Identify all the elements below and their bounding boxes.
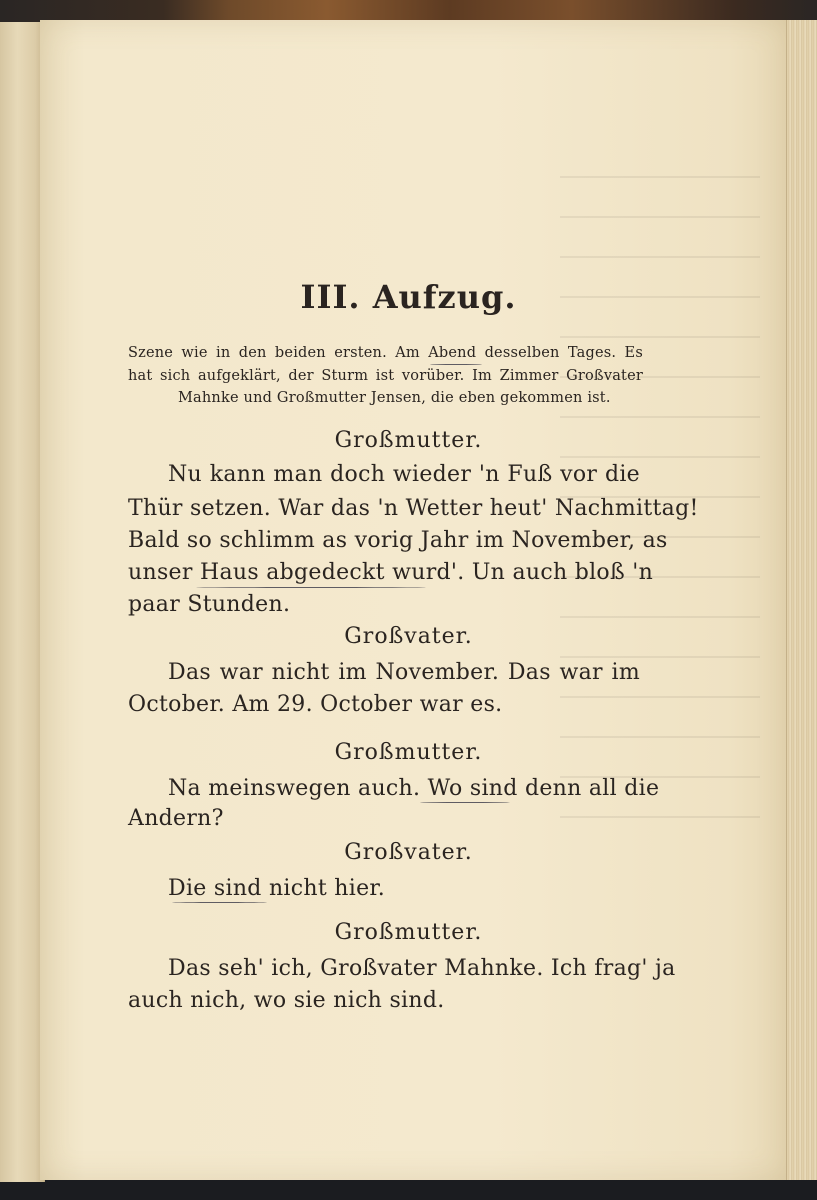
- dialogue-line: Nu kann man doch wieder 'n Fuß vor die: [168, 462, 640, 487]
- stage-direction-line: hat sich aufgeklärt, der Sturm ist vorüber. Im Zimmer Großvater: [128, 368, 643, 384]
- page-stack-edges: [786, 20, 817, 1180]
- dialogue-line: Das seh' ich, Großvater Mahnke. Ich frag' ja: [168, 956, 676, 981]
- dialogue-line: Andern?: [128, 806, 224, 831]
- stage-direction-line: Szene wie in den beiden ersten. Am Abend desselben Tages. Es: [128, 345, 643, 361]
- dialogue-line: paar Stunden.: [128, 592, 291, 617]
- dialogue-line: Na meinswegen auch. Wo sind denn all die: [168, 776, 660, 801]
- speaker-name: Großmutter.: [334, 920, 483, 945]
- dialogue-line: Die sind nicht hier.: [168, 876, 386, 901]
- pencil-underline: [172, 902, 267, 903]
- speaker-name: Großvater.: [344, 840, 473, 865]
- pencil-underline: [430, 364, 482, 365]
- dialogue-line: October. Am 29. October war es.: [128, 692, 503, 717]
- dialogue-line: Thür setzen. War das 'n Wetter heut' Nachmittag!: [128, 496, 699, 521]
- left-page-edge: [0, 22, 45, 1182]
- act-title: III. Aufzug.: [300, 278, 517, 316]
- pencil-underline: [196, 587, 426, 588]
- stage-direction-line: Mahnke und Großmutter Jensen, die eben gekommen ist.: [178, 390, 611, 406]
- speaker-name: Großvater.: [344, 624, 473, 649]
- speaker-name: Großmutter.: [334, 428, 483, 453]
- dialogue-line: auch nich, wo sie nich sind.: [128, 988, 445, 1013]
- dialogue-line: Bald so schlimm as vorig Jahr im November, as: [128, 528, 668, 553]
- speaker-name: Großmutter.: [334, 740, 483, 765]
- pencil-underline: [420, 802, 510, 803]
- dialogue-line: Das war nicht im November. Das war im: [168, 660, 640, 685]
- dialogue-line: unser Haus abgedeckt wurd'. Un auch bloß 'n: [128, 560, 654, 585]
